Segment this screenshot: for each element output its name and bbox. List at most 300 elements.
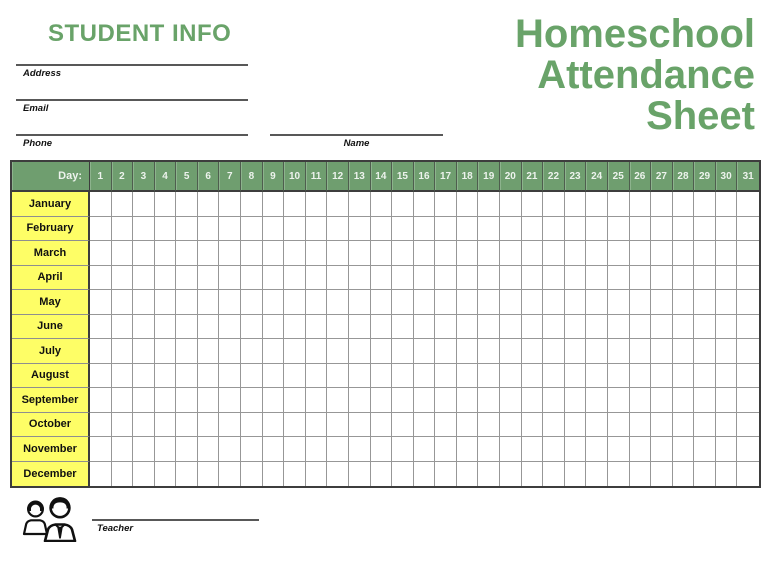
attendance-cell-november-15[interactable] bbox=[392, 437, 414, 462]
attendance-cell-may-24[interactable] bbox=[586, 290, 608, 315]
attendance-cell-october-4[interactable] bbox=[155, 413, 177, 438]
attendance-cell-january-3[interactable] bbox=[133, 192, 155, 217]
attendance-cell-february-13[interactable] bbox=[349, 217, 371, 242]
attendance-cell-november-31[interactable] bbox=[737, 437, 759, 462]
attendance-cell-march-5[interactable] bbox=[176, 241, 198, 266]
attendance-cell-february-10[interactable] bbox=[284, 217, 306, 242]
attendance-cell-october-13[interactable] bbox=[349, 413, 371, 438]
attendance-cell-september-7[interactable] bbox=[219, 388, 241, 413]
attendance-cell-october-15[interactable] bbox=[392, 413, 414, 438]
attendance-cell-june-13[interactable] bbox=[349, 315, 371, 340]
attendance-cell-december-26[interactable] bbox=[630, 462, 652, 487]
attendance-cell-november-7[interactable] bbox=[219, 437, 241, 462]
attendance-cell-april-30[interactable] bbox=[716, 266, 738, 291]
attendance-cell-july-22[interactable] bbox=[543, 339, 565, 364]
attendance-cell-october-16[interactable] bbox=[414, 413, 436, 438]
attendance-cell-february-19[interactable] bbox=[478, 217, 500, 242]
attendance-cell-april-13[interactable] bbox=[349, 266, 371, 291]
attendance-cell-may-11[interactable] bbox=[306, 290, 328, 315]
attendance-cell-december-27[interactable] bbox=[651, 462, 673, 487]
attendance-cell-november-25[interactable] bbox=[608, 437, 630, 462]
attendance-cell-june-30[interactable] bbox=[716, 315, 738, 340]
attendance-cell-september-31[interactable] bbox=[737, 388, 759, 413]
attendance-cell-september-16[interactable] bbox=[414, 388, 436, 413]
attendance-cell-october-7[interactable] bbox=[219, 413, 241, 438]
attendance-cell-march-4[interactable] bbox=[155, 241, 177, 266]
attendance-cell-june-7[interactable] bbox=[219, 315, 241, 340]
attendance-cell-february-21[interactable] bbox=[522, 217, 544, 242]
attendance-cell-august-31[interactable] bbox=[737, 364, 759, 389]
attendance-cell-october-31[interactable] bbox=[737, 413, 759, 438]
attendance-cell-may-28[interactable] bbox=[673, 290, 695, 315]
attendance-cell-september-15[interactable] bbox=[392, 388, 414, 413]
attendance-cell-march-14[interactable] bbox=[371, 241, 393, 266]
attendance-cell-may-9[interactable] bbox=[263, 290, 285, 315]
attendance-cell-july-1[interactable] bbox=[90, 339, 112, 364]
attendance-cell-march-28[interactable] bbox=[673, 241, 695, 266]
attendance-cell-october-3[interactable] bbox=[133, 413, 155, 438]
attendance-cell-april-11[interactable] bbox=[306, 266, 328, 291]
attendance-cell-november-22[interactable] bbox=[543, 437, 565, 462]
attendance-cell-march-18[interactable] bbox=[457, 241, 479, 266]
attendance-cell-october-17[interactable] bbox=[435, 413, 457, 438]
attendance-cell-july-18[interactable] bbox=[457, 339, 479, 364]
attendance-cell-november-4[interactable] bbox=[155, 437, 177, 462]
attendance-cell-november-19[interactable] bbox=[478, 437, 500, 462]
attendance-cell-march-9[interactable] bbox=[263, 241, 285, 266]
attendance-cell-august-28[interactable] bbox=[673, 364, 695, 389]
attendance-cell-september-13[interactable] bbox=[349, 388, 371, 413]
attendance-cell-december-21[interactable] bbox=[522, 462, 544, 487]
attendance-cell-august-22[interactable] bbox=[543, 364, 565, 389]
attendance-cell-june-24[interactable] bbox=[586, 315, 608, 340]
attendance-cell-april-9[interactable] bbox=[263, 266, 285, 291]
attendance-cell-august-3[interactable] bbox=[133, 364, 155, 389]
attendance-cell-december-9[interactable] bbox=[263, 462, 285, 487]
attendance-cell-september-8[interactable] bbox=[241, 388, 263, 413]
attendance-cell-august-30[interactable] bbox=[716, 364, 738, 389]
attendance-cell-june-3[interactable] bbox=[133, 315, 155, 340]
attendance-cell-january-25[interactable] bbox=[608, 192, 630, 217]
attendance-cell-may-5[interactable] bbox=[176, 290, 198, 315]
attendance-cell-february-14[interactable] bbox=[371, 217, 393, 242]
attendance-cell-may-18[interactable] bbox=[457, 290, 479, 315]
attendance-cell-march-3[interactable] bbox=[133, 241, 155, 266]
attendance-cell-february-23[interactable] bbox=[565, 217, 587, 242]
attendance-cell-june-16[interactable] bbox=[414, 315, 436, 340]
attendance-cell-january-26[interactable] bbox=[630, 192, 652, 217]
attendance-cell-february-30[interactable] bbox=[716, 217, 738, 242]
attendance-cell-april-14[interactable] bbox=[371, 266, 393, 291]
attendance-cell-september-12[interactable] bbox=[327, 388, 349, 413]
attendance-cell-may-17[interactable] bbox=[435, 290, 457, 315]
attendance-cell-march-25[interactable] bbox=[608, 241, 630, 266]
attendance-cell-october-5[interactable] bbox=[176, 413, 198, 438]
attendance-cell-june-1[interactable] bbox=[90, 315, 112, 340]
attendance-cell-june-11[interactable] bbox=[306, 315, 328, 340]
attendance-cell-april-28[interactable] bbox=[673, 266, 695, 291]
attendance-cell-august-10[interactable] bbox=[284, 364, 306, 389]
attendance-cell-january-9[interactable] bbox=[263, 192, 285, 217]
attendance-cell-march-1[interactable] bbox=[90, 241, 112, 266]
attendance-cell-december-20[interactable] bbox=[500, 462, 522, 487]
attendance-cell-january-16[interactable] bbox=[414, 192, 436, 217]
attendance-cell-august-4[interactable] bbox=[155, 364, 177, 389]
attendance-cell-november-24[interactable] bbox=[586, 437, 608, 462]
attendance-cell-july-25[interactable] bbox=[608, 339, 630, 364]
attendance-cell-october-21[interactable] bbox=[522, 413, 544, 438]
attendance-cell-april-24[interactable] bbox=[586, 266, 608, 291]
attendance-cell-december-24[interactable] bbox=[586, 462, 608, 487]
attendance-cell-january-5[interactable] bbox=[176, 192, 198, 217]
attendance-cell-november-23[interactable] bbox=[565, 437, 587, 462]
attendance-cell-december-29[interactable] bbox=[694, 462, 716, 487]
attendance-cell-july-9[interactable] bbox=[263, 339, 285, 364]
attendance-cell-april-17[interactable] bbox=[435, 266, 457, 291]
attendance-cell-july-30[interactable] bbox=[716, 339, 738, 364]
attendance-cell-december-2[interactable] bbox=[112, 462, 134, 487]
attendance-cell-november-14[interactable] bbox=[371, 437, 393, 462]
attendance-cell-january-23[interactable] bbox=[565, 192, 587, 217]
attendance-cell-september-22[interactable] bbox=[543, 388, 565, 413]
attendance-cell-march-23[interactable] bbox=[565, 241, 587, 266]
attendance-cell-march-2[interactable] bbox=[112, 241, 134, 266]
attendance-cell-april-15[interactable] bbox=[392, 266, 414, 291]
attendance-cell-may-14[interactable] bbox=[371, 290, 393, 315]
attendance-cell-december-25[interactable] bbox=[608, 462, 630, 487]
attendance-cell-december-31[interactable] bbox=[737, 462, 759, 487]
attendance-cell-july-20[interactable] bbox=[500, 339, 522, 364]
attendance-cell-august-29[interactable] bbox=[694, 364, 716, 389]
attendance-cell-march-27[interactable] bbox=[651, 241, 673, 266]
attendance-cell-october-22[interactable] bbox=[543, 413, 565, 438]
attendance-cell-may-15[interactable] bbox=[392, 290, 414, 315]
attendance-cell-july-3[interactable] bbox=[133, 339, 155, 364]
attendance-cell-may-27[interactable] bbox=[651, 290, 673, 315]
attendance-cell-march-17[interactable] bbox=[435, 241, 457, 266]
attendance-cell-september-30[interactable] bbox=[716, 388, 738, 413]
attendance-cell-june-6[interactable] bbox=[198, 315, 220, 340]
attendance-cell-september-1[interactable] bbox=[90, 388, 112, 413]
attendance-cell-december-1[interactable] bbox=[90, 462, 112, 487]
attendance-cell-september-21[interactable] bbox=[522, 388, 544, 413]
attendance-cell-january-24[interactable] bbox=[586, 192, 608, 217]
attendance-cell-september-27[interactable] bbox=[651, 388, 673, 413]
attendance-cell-may-25[interactable] bbox=[608, 290, 630, 315]
attendance-cell-april-12[interactable] bbox=[327, 266, 349, 291]
attendance-cell-march-7[interactable] bbox=[219, 241, 241, 266]
attendance-cell-june-27[interactable] bbox=[651, 315, 673, 340]
attendance-cell-february-31[interactable] bbox=[737, 217, 759, 242]
attendance-cell-june-28[interactable] bbox=[673, 315, 695, 340]
attendance-cell-october-28[interactable] bbox=[673, 413, 695, 438]
attendance-cell-july-19[interactable] bbox=[478, 339, 500, 364]
attendance-cell-february-20[interactable] bbox=[500, 217, 522, 242]
attendance-cell-may-8[interactable] bbox=[241, 290, 263, 315]
attendance-cell-september-26[interactable] bbox=[630, 388, 652, 413]
attendance-cell-october-25[interactable] bbox=[608, 413, 630, 438]
attendance-cell-february-6[interactable] bbox=[198, 217, 220, 242]
attendance-cell-august-18[interactable] bbox=[457, 364, 479, 389]
attendance-cell-april-2[interactable] bbox=[112, 266, 134, 291]
attendance-cell-february-7[interactable] bbox=[219, 217, 241, 242]
attendance-cell-february-27[interactable] bbox=[651, 217, 673, 242]
attendance-cell-april-5[interactable] bbox=[176, 266, 198, 291]
attendance-cell-january-7[interactable] bbox=[219, 192, 241, 217]
attendance-cell-january-14[interactable] bbox=[371, 192, 393, 217]
attendance-cell-august-23[interactable] bbox=[565, 364, 587, 389]
attendance-cell-august-1[interactable] bbox=[90, 364, 112, 389]
attendance-cell-november-1[interactable] bbox=[90, 437, 112, 462]
attendance-cell-may-10[interactable] bbox=[284, 290, 306, 315]
attendance-cell-april-20[interactable] bbox=[500, 266, 522, 291]
attendance-cell-june-8[interactable] bbox=[241, 315, 263, 340]
attendance-cell-september-3[interactable] bbox=[133, 388, 155, 413]
attendance-cell-january-1[interactable] bbox=[90, 192, 112, 217]
attendance-cell-june-4[interactable] bbox=[155, 315, 177, 340]
attendance-cell-december-15[interactable] bbox=[392, 462, 414, 487]
attendance-cell-january-19[interactable] bbox=[478, 192, 500, 217]
attendance-cell-october-23[interactable] bbox=[565, 413, 587, 438]
attendance-cell-april-27[interactable] bbox=[651, 266, 673, 291]
attendance-cell-january-8[interactable] bbox=[241, 192, 263, 217]
attendance-cell-january-20[interactable] bbox=[500, 192, 522, 217]
attendance-cell-october-26[interactable] bbox=[630, 413, 652, 438]
attendance-cell-july-13[interactable] bbox=[349, 339, 371, 364]
attendance-cell-november-9[interactable] bbox=[263, 437, 285, 462]
attendance-cell-august-5[interactable] bbox=[176, 364, 198, 389]
attendance-cell-may-26[interactable] bbox=[630, 290, 652, 315]
attendance-cell-april-31[interactable] bbox=[737, 266, 759, 291]
attendance-cell-april-25[interactable] bbox=[608, 266, 630, 291]
attendance-cell-may-29[interactable] bbox=[694, 290, 716, 315]
attendance-cell-january-11[interactable] bbox=[306, 192, 328, 217]
attendance-cell-october-10[interactable] bbox=[284, 413, 306, 438]
attendance-cell-march-21[interactable] bbox=[522, 241, 544, 266]
attendance-cell-june-23[interactable] bbox=[565, 315, 587, 340]
attendance-cell-december-22[interactable] bbox=[543, 462, 565, 487]
attendance-cell-january-4[interactable] bbox=[155, 192, 177, 217]
attendance-cell-july-2[interactable] bbox=[112, 339, 134, 364]
attendance-cell-november-29[interactable] bbox=[694, 437, 716, 462]
attendance-cell-november-20[interactable] bbox=[500, 437, 522, 462]
attendance-cell-november-16[interactable] bbox=[414, 437, 436, 462]
attendance-cell-february-9[interactable] bbox=[263, 217, 285, 242]
attendance-cell-may-19[interactable] bbox=[478, 290, 500, 315]
attendance-cell-july-24[interactable] bbox=[586, 339, 608, 364]
attendance-cell-february-26[interactable] bbox=[630, 217, 652, 242]
attendance-cell-april-22[interactable] bbox=[543, 266, 565, 291]
attendance-cell-january-28[interactable] bbox=[673, 192, 695, 217]
attendance-cell-may-12[interactable] bbox=[327, 290, 349, 315]
attendance-cell-august-11[interactable] bbox=[306, 364, 328, 389]
attendance-cell-august-8[interactable] bbox=[241, 364, 263, 389]
attendance-cell-june-26[interactable] bbox=[630, 315, 652, 340]
attendance-cell-february-5[interactable] bbox=[176, 217, 198, 242]
attendance-cell-december-23[interactable] bbox=[565, 462, 587, 487]
attendance-cell-january-2[interactable] bbox=[112, 192, 134, 217]
attendance-cell-november-26[interactable] bbox=[630, 437, 652, 462]
attendance-cell-june-14[interactable] bbox=[371, 315, 393, 340]
attendance-cell-august-15[interactable] bbox=[392, 364, 414, 389]
attendance-cell-may-1[interactable] bbox=[90, 290, 112, 315]
attendance-cell-november-27[interactable] bbox=[651, 437, 673, 462]
attendance-cell-april-21[interactable] bbox=[522, 266, 544, 291]
attendance-cell-october-18[interactable] bbox=[457, 413, 479, 438]
attendance-cell-april-6[interactable] bbox=[198, 266, 220, 291]
attendance-cell-february-11[interactable] bbox=[306, 217, 328, 242]
attendance-cell-november-10[interactable] bbox=[284, 437, 306, 462]
attendance-cell-august-16[interactable] bbox=[414, 364, 436, 389]
attendance-cell-march-31[interactable] bbox=[737, 241, 759, 266]
attendance-cell-march-6[interactable] bbox=[198, 241, 220, 266]
attendance-cell-december-3[interactable] bbox=[133, 462, 155, 487]
attendance-cell-october-2[interactable] bbox=[112, 413, 134, 438]
attendance-cell-july-7[interactable] bbox=[219, 339, 241, 364]
attendance-cell-december-11[interactable] bbox=[306, 462, 328, 487]
attendance-cell-november-21[interactable] bbox=[522, 437, 544, 462]
attendance-cell-february-17[interactable] bbox=[435, 217, 457, 242]
attendance-cell-november-6[interactable] bbox=[198, 437, 220, 462]
attendance-cell-october-12[interactable] bbox=[327, 413, 349, 438]
attendance-cell-february-8[interactable] bbox=[241, 217, 263, 242]
attendance-cell-september-14[interactable] bbox=[371, 388, 393, 413]
attendance-cell-july-4[interactable] bbox=[155, 339, 177, 364]
attendance-cell-november-18[interactable] bbox=[457, 437, 479, 462]
attendance-cell-september-20[interactable] bbox=[500, 388, 522, 413]
attendance-cell-september-10[interactable] bbox=[284, 388, 306, 413]
attendance-cell-december-8[interactable] bbox=[241, 462, 263, 487]
attendance-cell-march-30[interactable] bbox=[716, 241, 738, 266]
attendance-cell-august-26[interactable] bbox=[630, 364, 652, 389]
attendance-cell-november-2[interactable] bbox=[112, 437, 134, 462]
attendance-cell-july-15[interactable] bbox=[392, 339, 414, 364]
attendance-cell-october-6[interactable] bbox=[198, 413, 220, 438]
attendance-cell-october-9[interactable] bbox=[263, 413, 285, 438]
attendance-cell-august-25[interactable] bbox=[608, 364, 630, 389]
attendance-cell-november-8[interactable] bbox=[241, 437, 263, 462]
attendance-cell-november-30[interactable] bbox=[716, 437, 738, 462]
attendance-cell-december-12[interactable] bbox=[327, 462, 349, 487]
attendance-cell-october-11[interactable] bbox=[306, 413, 328, 438]
attendance-cell-september-28[interactable] bbox=[673, 388, 695, 413]
attendance-cell-january-10[interactable] bbox=[284, 192, 306, 217]
attendance-cell-june-25[interactable] bbox=[608, 315, 630, 340]
attendance-cell-december-5[interactable] bbox=[176, 462, 198, 487]
attendance-cell-june-5[interactable] bbox=[176, 315, 198, 340]
attendance-cell-september-25[interactable] bbox=[608, 388, 630, 413]
attendance-cell-july-26[interactable] bbox=[630, 339, 652, 364]
attendance-cell-may-13[interactable] bbox=[349, 290, 371, 315]
attendance-cell-february-16[interactable] bbox=[414, 217, 436, 242]
attendance-cell-march-11[interactable] bbox=[306, 241, 328, 266]
attendance-cell-july-11[interactable] bbox=[306, 339, 328, 364]
attendance-cell-september-19[interactable] bbox=[478, 388, 500, 413]
attendance-cell-may-3[interactable] bbox=[133, 290, 155, 315]
attendance-cell-may-30[interactable] bbox=[716, 290, 738, 315]
attendance-cell-december-13[interactable] bbox=[349, 462, 371, 487]
attendance-cell-may-20[interactable] bbox=[500, 290, 522, 315]
attendance-cell-april-18[interactable] bbox=[457, 266, 479, 291]
attendance-cell-august-13[interactable] bbox=[349, 364, 371, 389]
attendance-cell-april-10[interactable] bbox=[284, 266, 306, 291]
attendance-cell-may-31[interactable] bbox=[737, 290, 759, 315]
attendance-cell-july-21[interactable] bbox=[522, 339, 544, 364]
attendance-cell-december-28[interactable] bbox=[673, 462, 695, 487]
attendance-cell-january-30[interactable] bbox=[716, 192, 738, 217]
attendance-cell-may-7[interactable] bbox=[219, 290, 241, 315]
attendance-cell-march-26[interactable] bbox=[630, 241, 652, 266]
attendance-cell-june-10[interactable] bbox=[284, 315, 306, 340]
attendance-cell-february-28[interactable] bbox=[673, 217, 695, 242]
attendance-cell-september-6[interactable] bbox=[198, 388, 220, 413]
attendance-cell-june-31[interactable] bbox=[737, 315, 759, 340]
attendance-cell-november-3[interactable] bbox=[133, 437, 155, 462]
attendance-cell-january-21[interactable] bbox=[522, 192, 544, 217]
attendance-cell-may-22[interactable] bbox=[543, 290, 565, 315]
attendance-cell-june-12[interactable] bbox=[327, 315, 349, 340]
attendance-cell-december-19[interactable] bbox=[478, 462, 500, 487]
attendance-cell-july-8[interactable] bbox=[241, 339, 263, 364]
attendance-cell-january-31[interactable] bbox=[737, 192, 759, 217]
attendance-cell-march-22[interactable] bbox=[543, 241, 565, 266]
attendance-cell-september-18[interactable] bbox=[457, 388, 479, 413]
attendance-cell-february-1[interactable] bbox=[90, 217, 112, 242]
attendance-cell-july-5[interactable] bbox=[176, 339, 198, 364]
attendance-cell-october-14[interactable] bbox=[371, 413, 393, 438]
attendance-cell-september-2[interactable] bbox=[112, 388, 134, 413]
attendance-cell-april-8[interactable] bbox=[241, 266, 263, 291]
attendance-cell-july-16[interactable] bbox=[414, 339, 436, 364]
attendance-cell-december-30[interactable] bbox=[716, 462, 738, 487]
attendance-cell-march-12[interactable] bbox=[327, 241, 349, 266]
attendance-cell-december-10[interactable] bbox=[284, 462, 306, 487]
attendance-cell-may-4[interactable] bbox=[155, 290, 177, 315]
attendance-cell-october-30[interactable] bbox=[716, 413, 738, 438]
attendance-cell-february-4[interactable] bbox=[155, 217, 177, 242]
attendance-cell-june-29[interactable] bbox=[694, 315, 716, 340]
attendance-cell-february-24[interactable] bbox=[586, 217, 608, 242]
attendance-cell-february-2[interactable] bbox=[112, 217, 134, 242]
attendance-cell-january-6[interactable] bbox=[198, 192, 220, 217]
attendance-cell-october-20[interactable] bbox=[500, 413, 522, 438]
attendance-cell-july-10[interactable] bbox=[284, 339, 306, 364]
attendance-cell-september-9[interactable] bbox=[263, 388, 285, 413]
attendance-cell-june-18[interactable] bbox=[457, 315, 479, 340]
attendance-cell-may-2[interactable] bbox=[112, 290, 134, 315]
attendance-cell-april-3[interactable] bbox=[133, 266, 155, 291]
attendance-cell-april-26[interactable] bbox=[630, 266, 652, 291]
attendance-cell-february-29[interactable] bbox=[694, 217, 716, 242]
attendance-cell-october-1[interactable] bbox=[90, 413, 112, 438]
attendance-cell-december-18[interactable] bbox=[457, 462, 479, 487]
attendance-cell-september-17[interactable] bbox=[435, 388, 457, 413]
attendance-cell-march-16[interactable] bbox=[414, 241, 436, 266]
attendance-cell-september-4[interactable] bbox=[155, 388, 177, 413]
attendance-cell-january-12[interactable] bbox=[327, 192, 349, 217]
attendance-cell-february-22[interactable] bbox=[543, 217, 565, 242]
attendance-cell-april-19[interactable] bbox=[478, 266, 500, 291]
attendance-cell-july-29[interactable] bbox=[694, 339, 716, 364]
attendance-cell-february-12[interactable] bbox=[327, 217, 349, 242]
attendance-cell-october-19[interactable] bbox=[478, 413, 500, 438]
attendance-cell-august-17[interactable] bbox=[435, 364, 457, 389]
attendance-cell-february-15[interactable] bbox=[392, 217, 414, 242]
attendance-cell-june-20[interactable] bbox=[500, 315, 522, 340]
attendance-cell-june-19[interactable] bbox=[478, 315, 500, 340]
attendance-cell-june-17[interactable] bbox=[435, 315, 457, 340]
attendance-cell-may-6[interactable] bbox=[198, 290, 220, 315]
